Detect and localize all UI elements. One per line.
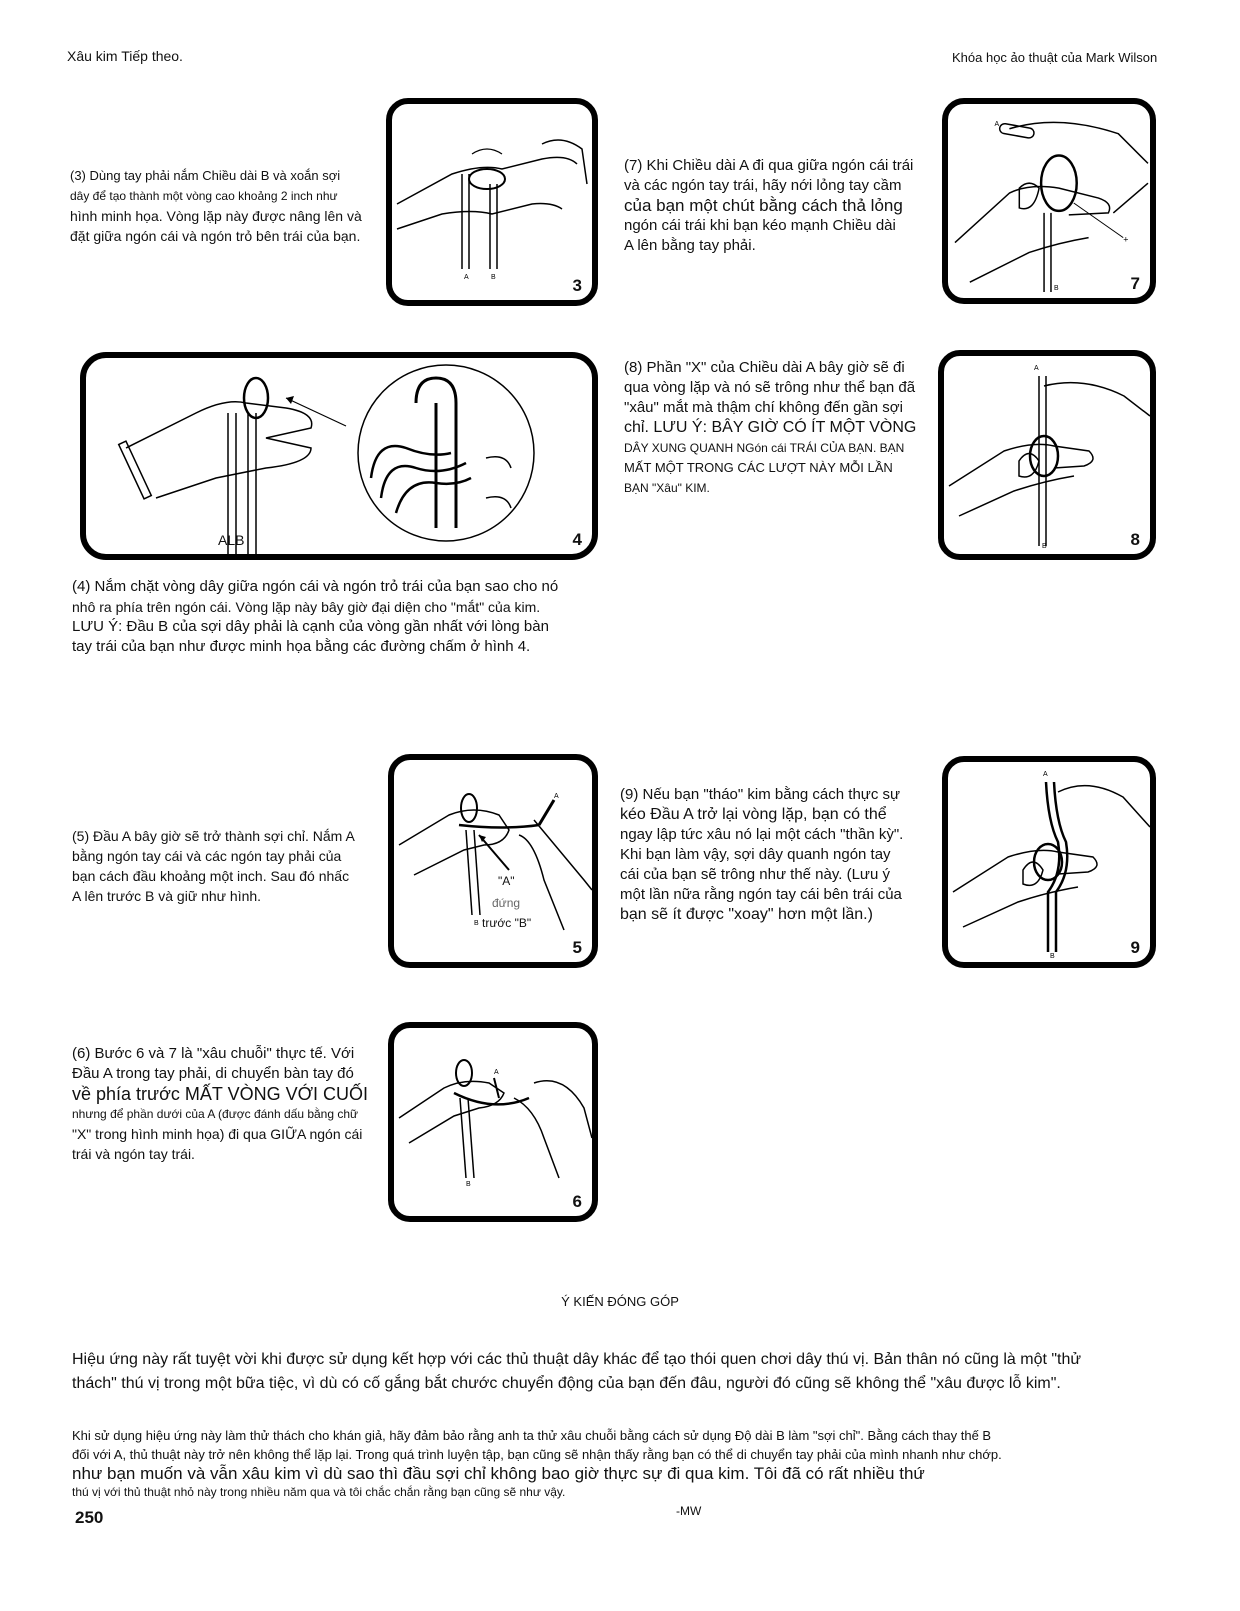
figure-number: 6 [572,1192,582,1211]
svg-text:A: A [1034,365,1039,372]
svg-text:B: B [491,274,496,281]
hands-pulling-illustration [948,104,1150,298]
figure-8 [938,350,1156,560]
figure-9 [942,756,1156,968]
text-line: về phía trước MẤT VÒNG VỚI CUỐI [72,1084,369,1104]
text-line: cái của bạn sẽ trông như thế này. (Lưu ý [620,866,890,883]
text-line: hình minh họa. Vòng lặp này được nâng lên và [70,208,362,224]
text-line: ngay lập tức xâu nó lại một cách "thần kỳ". [620,826,904,843]
text-line: đặt giữa ngón cái và ngón trỏ bên trái của bạn. [70,228,361,244]
text-line: đối với A, thủ thuật này trở nên không thể lặp lại. Trong quá trình luyện tập, bạn cũng sẽ nhận thấy rằng bạn có thể di chuyển tay phải của mình nhanh như chớp. [72,1447,1002,1462]
comments-paragraph-1 [72,1348,1162,1396]
figure-3 [386,98,598,306]
hands-loop-illustration [392,104,592,300]
text-line: chỉ. LƯU Ý: BÂY GIỜ CÓ ÍT MỘT VÒNG [624,419,917,436]
figure-number: 8 [1130,530,1140,549]
text-line: (6) Bước 6 và 7 là "xâu chuỗi" thực tế. Với [72,1045,355,1062]
figure-label-truoc-b: trước "B" [482,916,532,930]
text-line: thú vị với thủ thuật nhỏ này trong nhiều năm qua và tôi chắc chắn rằng bạn cũng sẽ như vậy. [72,1485,566,1499]
lifting-end-illustration [394,760,592,962]
text-line: dây để tạo thành một vòng cao khoảng 2 inch như [70,189,338,203]
text-line: thách" thú vị trong một bữa tiệc, vì dù có cố gắng bắt chước chuyển động của bạn đến đâu, người đó cũng sẽ không thể "xâu được lỗ kim". [72,1375,1061,1392]
text-line: một lần nữa rằng ngón tay cái bên trái của [620,886,902,903]
text-line: "X" trong hình minh họa) đi qua GIỮA ngón cái [72,1126,363,1142]
text-line: và các ngón tay trái, hãy nới lỏng tay cầm [624,177,902,194]
text-line: Đầu A trong tay phải, di chuyển bàn tay đó [72,1065,354,1082]
text-line: Khi bạn làm vậy, sợi dây quanh ngón tay [620,846,891,863]
text-line: (5) Đầu A bây giờ sẽ trở thành sợi chỉ. Nắm A [72,828,355,844]
figure-label-a: "A" [498,874,515,888]
svg-text:B: B [1050,953,1055,960]
svg-text:B: B [474,920,479,927]
text-line: Khi sử dụng hiệu ứng này làm thử thách cho khán giả, hãy đảm bảo rằng anh ta thử xâu chuỗi bằng cách sử dụng Độ dài B làm "sợi chỉ". Bằng cách thay thế B [72,1428,992,1443]
figure-4 [80,352,598,560]
step-5-text [72,826,377,906]
text-line: nhưng để phần dưới của A (được đánh dấu bằng chữ [72,1107,359,1121]
text-line: (4) Nắm chặt vòng dây giữa ngón cái và ngón trỏ trái của bạn sao cho nó [72,578,559,595]
svg-text:B: B [466,1181,471,1188]
step-7-text [624,156,934,256]
threading-move-illustration [394,1028,592,1216]
figure-7 [942,98,1156,304]
step-8-text [624,358,936,498]
svg-text:A: A [464,274,469,281]
text-line: A lên bằng tay phải. [624,237,756,254]
text-line: như bạn muốn và vẫn xâu kim vì dù sao thì đầu sợi chỉ không bao giờ thực sự đi qua kim. Tôi đã có rất nhiều thứ [72,1464,925,1483]
svg-text:A: A [494,1069,499,1076]
text-line: bạn cách đầu khoảng một inch. Sau đó nhấc [72,868,350,884]
page-number: 250 [75,1508,104,1527]
loop-grip-with-detail-illustration [86,358,592,554]
figure-number: 7 [1130,274,1140,293]
text-line: tay trái của bạn như được minh họa bằng các đường chấm ở hình 4. [72,638,531,655]
svg-text:B: B [1053,285,1059,293]
text-line: "xâu" mắt mà thậm chí không đến gần sợi [624,399,903,416]
figure-number: 4 [572,530,582,549]
step-9-text [620,785,938,925]
text-line: LƯU Ý: Đầu B của sợi dây phải là cạnh của vòng gần nhất với lòng bàn [72,618,549,635]
text-line: Hiệu ứng này rất tuyệt vời khi được sử dụng kết hợp với các thủ thuật dây khác để tạo thói quen chơi dây thú vị. Bản thân nó cũng là một "thử [72,1351,1082,1368]
figure-label-dung: đứng [492,896,521,910]
svg-text:A: A [554,793,559,800]
rethreaded-loop-illustration [948,762,1150,962]
text-line: (8) Phần "X" của Chiều dài A bây giờ sẽ đi [624,359,905,376]
running-title: Xâu kim Tiếp theo. [67,48,183,64]
text-line: của bạn một chút bằng cách thả lỏng [624,196,903,215]
book-title: Khóa học ảo thuật của Mark Wilson [952,50,1158,65]
step-4-text [72,577,602,657]
text-line: bạn sẽ ít được "xoay" hơn một lần.) [620,906,873,923]
text-line: ngón cái trái khi bạn kéo mạnh Chiều dài [624,217,896,234]
text-line: (3) Dùng tay phải nắm Chiều dài B và xoắn sợi [70,168,341,183]
figure-number: 5 [572,938,582,957]
text-line: A lên trước B và giữ như hình. [72,888,262,904]
text-line: bằng ngón tay cái và các ngón tay phải của [72,848,342,864]
figure-number: 3 [572,276,582,295]
text-line: (7) Khi Chiều dài A đi qua giữa ngón cái trái [624,157,914,174]
step-6-text [72,1044,382,1164]
svg-text:+: + [1123,234,1129,245]
figure-6 [388,1022,598,1222]
threaded-loop-illustration [944,356,1150,554]
text-line: trái và ngón tay trái. [72,1146,195,1162]
text-line: kéo Đầu A trở lại vòng lặp, bạn có thể [620,806,887,823]
signature: -MW [676,1504,702,1518]
section-title: Ý KIẾN ĐÓNG GÓP [561,1294,679,1309]
text-line: qua vòng lặp và nó sẽ trông như thể bạn đã [624,379,916,396]
svg-text:A: A [1043,771,1048,778]
svg-text:B: B [1042,543,1047,550]
figure-5 [388,754,598,968]
text-line: MẤT MỘT TRONG CÁC LƯỢT NÀY MỖI LẦN [624,460,893,475]
text-line: DÂY XUNG QUANH NGón cái TRÁI CỦA BẠN. BẠN [624,441,905,455]
comments-paragraph-2 [72,1426,1162,1502]
step-3-text [70,166,370,246]
figure-number: 9 [1130,938,1140,957]
text-line: BẠN "Xâu" KIM. [624,481,710,495]
svg-text:A: A [994,120,1000,128]
text-line: nhô ra phía trên ngón cái. Vòng lặp này bây giờ đại diện cho "mắt" của kim. [72,599,541,615]
figure-label-alb: ALB [218,532,245,548]
text-line: (9) Nếu bạn "tháo" kim bằng cách thực sự [620,786,901,803]
